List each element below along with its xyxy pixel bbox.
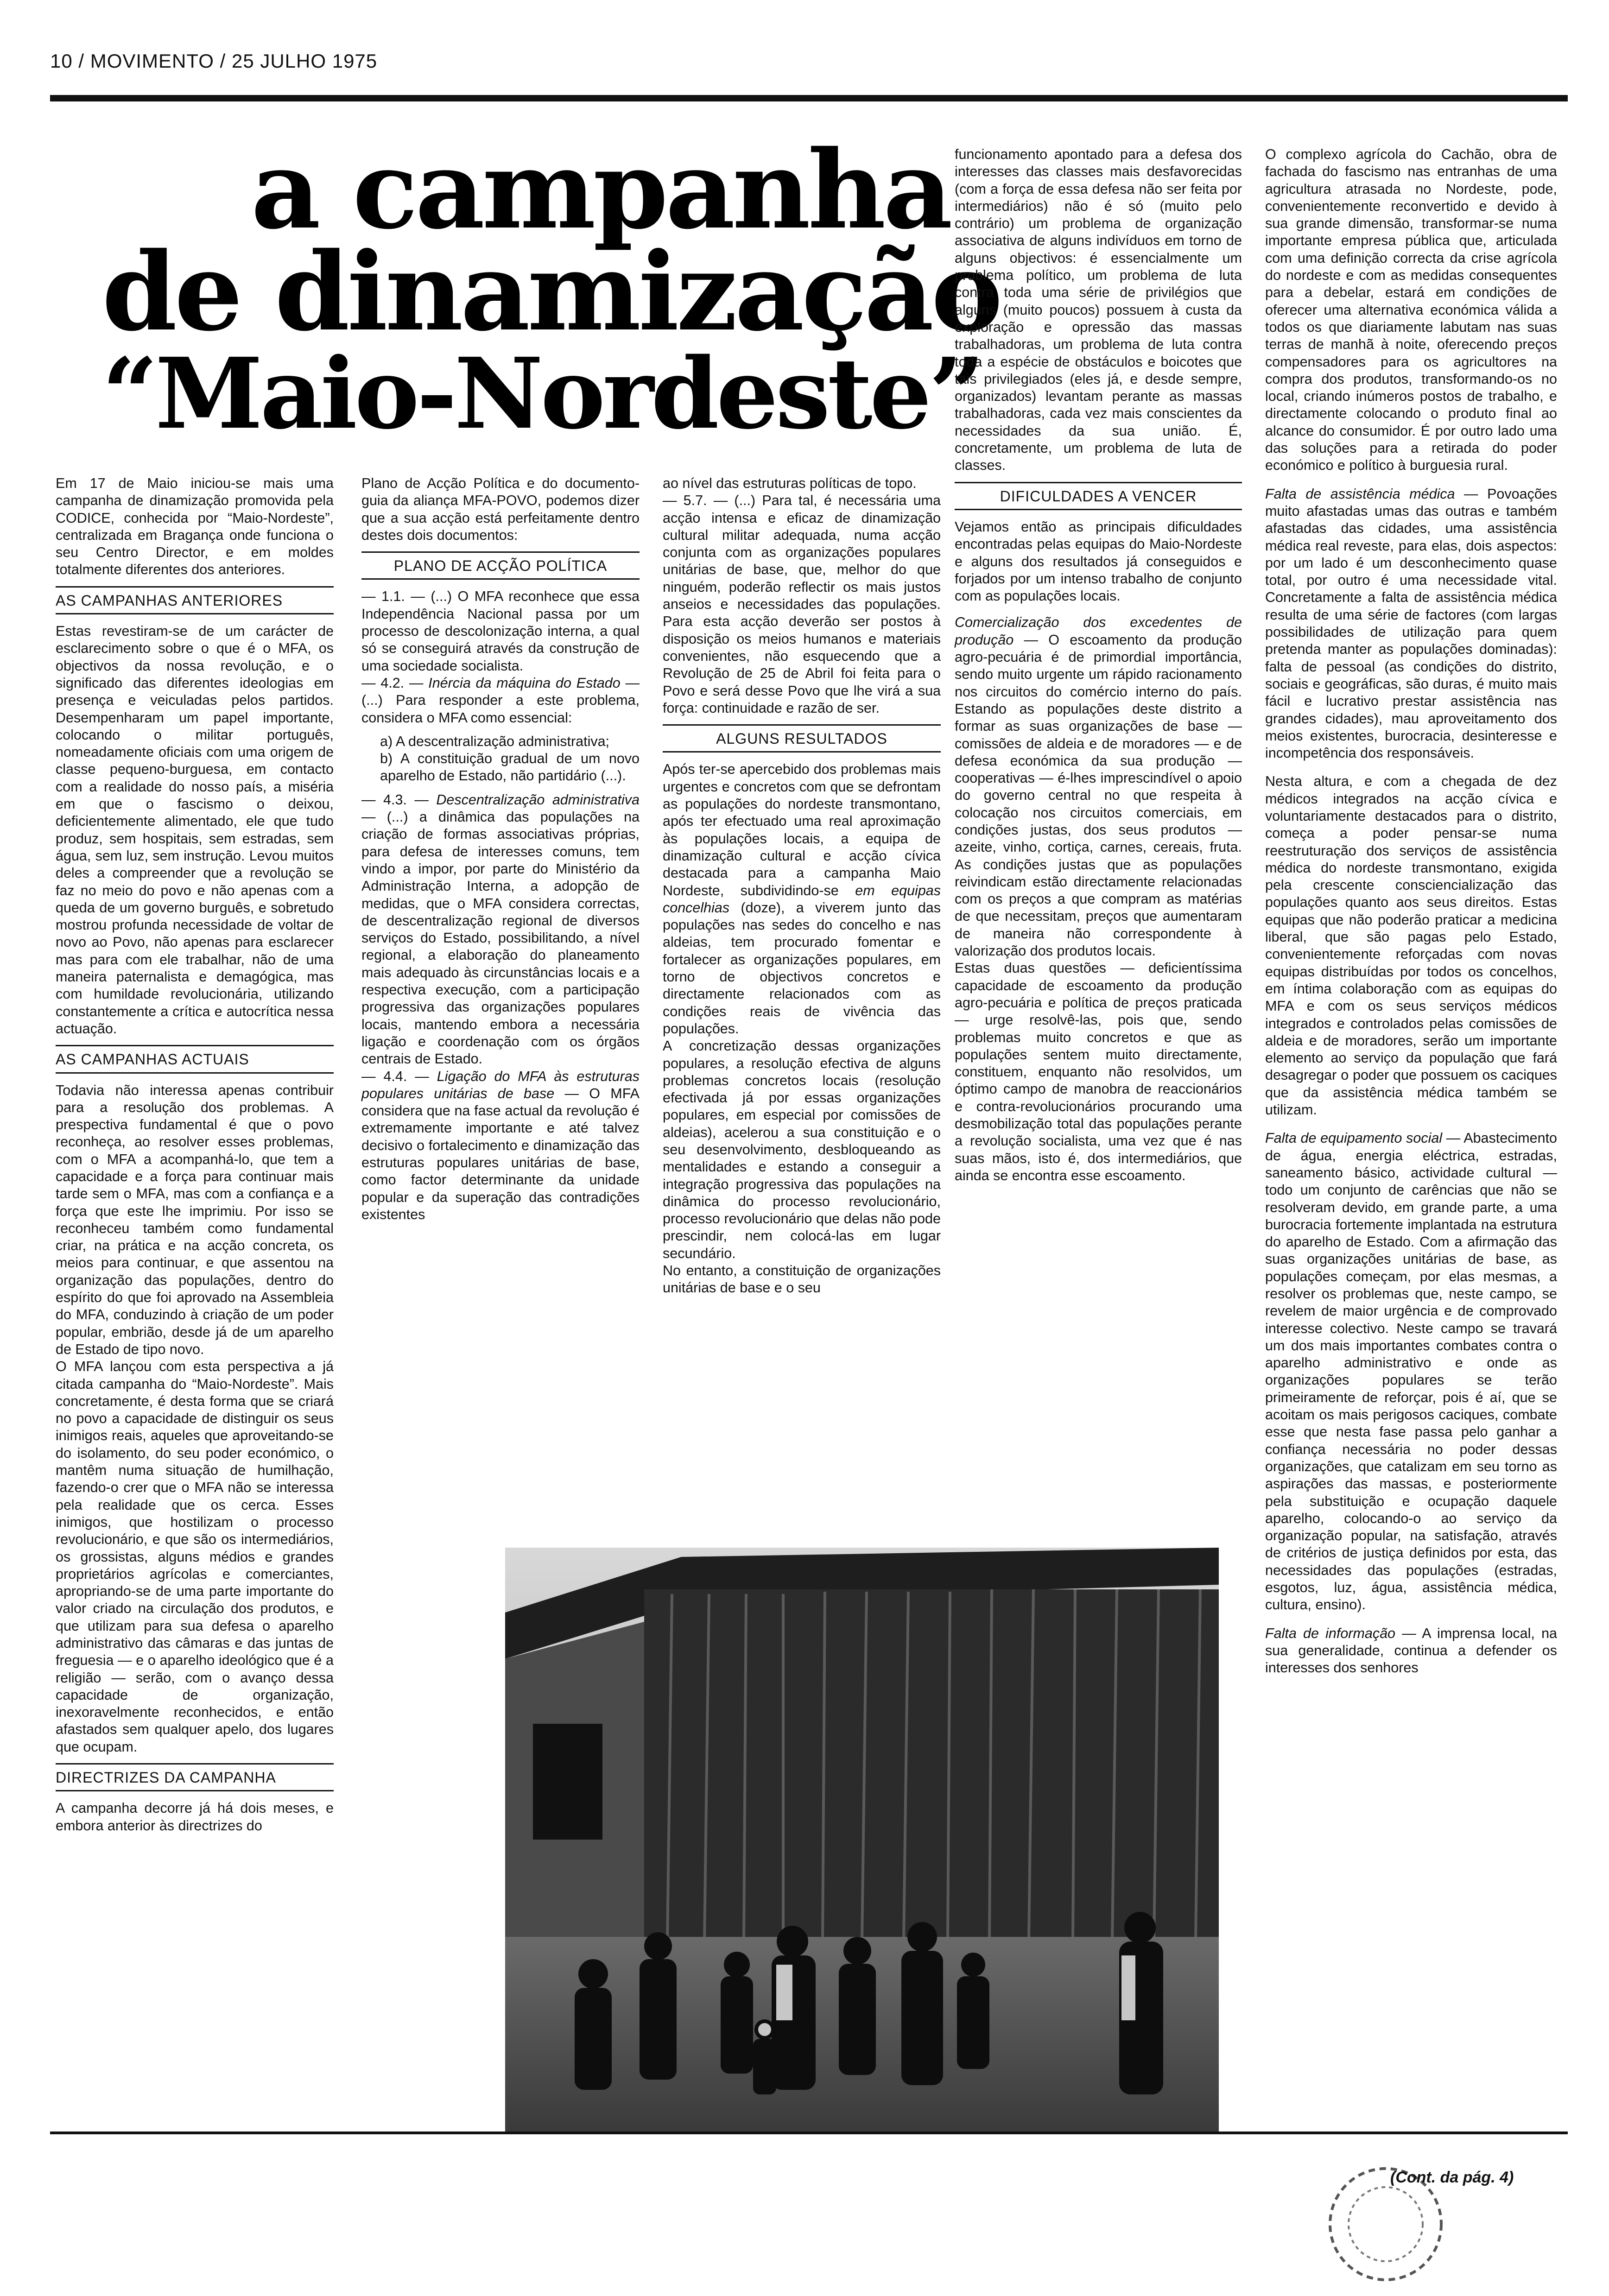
section-heading-actuais: AS CAMPANHAS ACTUAIS [56,1045,334,1073]
text-4-2-rest: — (...) Para responder a este problema, considera o MFA como essencial: [361,675,640,726]
intro-paragraph: Em 17 de Maio iniciou-se mais uma campanha de dinamização promovida pela CODICE, conhecida por “Maio-Nordeste”, centralizada em Bragança onde funciona o seu Centro Director, e em moldes totalmente diferentes dos anteriores. [56,475,334,578]
paragraph-cachao: O complexo agrícola do Cachão, obra de fachada do fascismo nas entranhas de uma agricultura atrasada no Nordeste, pode, convenientemente reconvertido e devido à sua grande dimensão, transformar-se numa importante empresa pública que, articulada com uma definição correcta da crise agrícola do nordeste e com as medidas consequentes para a debelar, estará em condições de oferecer uma alternativa económica válida a todos os que diariamente labutam nas suas terras de manhã à noite, oferecendo preços compensadores para os agricultores na compra dos produtos, transformando-os no local, criando inúmeros postos de trabalho, e directamente colocando o produto final ao alcance do consumidor. É por outro lado uma das soluções para a retirada do poder económico e político à burguesia rural. [1265,146,1557,474]
section-heading-plano: PLANO DE ACÇÃO POLÍTICA [361,551,640,580]
text-4-4-lead: — 4.4. — [361,1068,437,1084]
paragraph-assistencia [1265,486,1557,762]
column-4 [955,146,1242,1184]
text-comercializacao-rest: — O escoamento da produção agro-pecuária é de primordial importância, sendo muito urgente um rápido racionamento nos circuitos do comércio interno do país. Estando as populações deste distrito a formar as suas organizações de base — comissões de aldeia e de moradores — e de defesa económica da sua produção — cooperativas — é-lhes imprescindível o apoio do governo central no que respeita à colocação nos circuitos comerciais, em condições justas, dos seus produtos — azeite, vinho, cortiça, carnes, cereais, fruta. As condições justas que as populações reivindicam estão directamente relacionadas com os preços a que compram as matérias de que necessitam, preços que aumentaram de maneira não correspondente à valorização dos produtos locais. [955,632,1242,959]
paragraph-comercializacao [955,614,1242,960]
paragraph-anteriores: Estas revestiram-se de um carácter de esclarecimento sobre o que é o MFA, os objectivos da nossa revolução, e o significado das diferentes ideologias em presença e veiculadas pelos partidos. Desempenharam um papel importante, colocando o militar português, nomeadamente oficiais com uma origem de classe pequeno-burguesa, em contacto com a realidade do nosso país, a miséria em que o fascismo o deixou, deficientemente alimentado, ele que tudo produz, sem hospitais, sem estradas, sem água, sem luz, sem instrução. Levou muitos deles a compreender que a revolução se faz no meio do povo e não apenas com a queda de um governo burguês, e sobretudo mostrou profunda necessidade de voltar de novo ao Povo, não apenas para esclarecer mas para com ele trabalhar, não de uma maneira paternalista e demagógica, mas com humildade revolucionária, utilizando constantemente a crítica e autocrítica nessa actuação. [56,623,334,1037]
paragraph-4-2 [361,675,640,727]
text-resultados-b: (doze), a viverem junto das populações nas sedes do concelho e nas aldeias, tem procurado fomentar e fortalecer as organizações populares, em torno de objectivos concretos e directamente relacionados com as condições reais de vivência das populações. [663,899,941,1037]
paragraph-funcionamento: funcionamento apontado para a defesa dos interesses das classes mais desfavorecidas (com a força de essa defesa não ser feita por intermediários) não é só (muito pelo contrário) um problema de organização associativa de alguns indivíduos em torno de alguns objectivos: é essencialmente um problema político, um problema de luta contra toda uma série de privilégios que alguns (muito poucos) possuem à custa da exploração e opressão das massas trabalhadoras, um problema de luta contra toda a espécie de obstáculos e boicotes que tais privilegiados (eles já, e desde sempre, organizados) levantam perante as massas trabalhadoras, cada vez mais conscientes da necessidades da sua união. É, concretamente, um problema de luta de classes. [955,146,1242,474]
text-resultados-a: Após ter-se apercebido dos problemas mais urgentes e concretos com que se defrontam as populações do nordeste transmontano, após ter efectuado uma real aproximação às populações locais, a equipa de dinamização cultural e acção cívica destacada para a campanha Maio Nordeste, subdividindo-se [663,761,941,898]
paragraph-plano-intro: Plano de Acção Política e do documento-guia da aliança MFA-POVO, podemos dizer que a sua acção está perfeitamente dentro destes dois documentos: [361,475,640,543]
column-5 [1265,146,1557,1677]
text-4-4-rest: — O MFA considera que na fase actual da revolução é extremamente importante e até talvez decisivo o fortalecimento e dinamização das estruturas populares unitárias de base, como factor determinante da unidade popular e da superação das contradições existentes [361,1085,640,1222]
paragraph-resultados-1 [663,761,941,1037]
village-photograph [505,1548,1219,2132]
headline [102,127,1000,451]
paragraph-4-3 [361,791,640,1068]
paragraph-5-7: — 5.7. — (...) Para tal, é necessária uma acção intensa e eficaz de dinamização cultural militar adequada, numa acção conjunta com as organizações populares unitárias de base, que, melhor do que ninguém, poderão reflectir os mais justos anseios e necessidades das populações. Para esta acção deverão ser postos à disposição os meios humanos e materiais convenientes, não esquecendo que a Revolução de 25 de Abril foi feita para o Povo e será desse Povo que lhe virá a sua força: continuidade e razão de ser. [663,493,941,716]
paragraph-4-4 [361,1068,640,1224]
headline-line-2: de dinamização [102,228,1000,355]
paragraph-1-1: — 1.1. — (...) O MFA reconhece que essa Independência Nacional passa por um processo de descolonização interna, a qual só se conseguirá através da construção de uma sociedade socialista. [361,588,640,674]
bottom-rule [50,2132,1568,2134]
text-4-2-italic: Inércia da máquina do Estado [428,675,621,691]
column-1 [56,475,334,1834]
paragraph-topo: ao nível das estruturas políticas de topo. [663,475,917,491]
paragraph-resultados-3: No entanto, a constituição de organizações unitárias de base e o seu [663,1263,941,1296]
top-rule [50,95,1568,101]
headline-line-1: a campanha [251,127,950,253]
section-heading-dificuldades: DIFICULDADES A VENCER [955,482,1242,510]
text-informacao-italic: Falta de informação [1265,1625,1395,1641]
paragraph-informacao [1265,1625,1557,1677]
paragraph-resultados-2: A concretização dessas organizações populares, a resolução efectiva de alguns problemas concretos locais (resolução efectivada já por essas organizações populares, em especial por comissões de aldeias), acelerou a sua constituição e o seu desenvolvimento, desbloqueando as mentalidades e estando a conseguir a integração progressiva das populações na dinâmica do processo revolucionário, processo revolucionário que delas não pode prescindir, nem colocá-las em lugar secundário. [663,1038,941,1261]
text-4-4-italic: Ligação do MFA às estruturas populares unitárias de base [361,1068,640,1101]
text-comercializacao-italic: Comercialização dos excedentes de produção [955,614,1242,648]
list-item-a: a) A descentralização administrativa; [380,733,610,749]
text-informacao-rest: — A imprensa local, na sua generalidade, continua a defender os interesses dos senhores [1265,1625,1557,1676]
section-heading-resultados: ALGUNS RESULTADOS [663,724,941,753]
paragraph-dificuldades: Vejamos então as principais dificuldades encontradas pelas equipas do Maio-Nordeste e alguns dos resultados já conseguidos e forjados por um intenso trabalho de conjunto com as populações locais. [955,519,1242,604]
paragraph-directrizes: A campanha decorre já há dois meses, e embora anterior às directrizes do [56,1800,334,1834]
text-4-3-lead: — 4.3. — [361,791,437,808]
photo-image [505,1548,1219,2132]
text-assistencia-rest: — Povoações muito afastadas umas das outras e também afastadas das cidades, uma assistência médica real reveste, para elas, dois aspectos: por um lado é um desconhecimento quase total, por outro é uma necessidade vital. Concretamente a falta de assistência médica resulta de uma série de factores (com largas possibilidades de utilização para quem pretenda manter as populações dominadas): falta de pessoal (as condições do distrito, sociais e geográficas, são duras, é muito mais fácil e lucrativo prestar assistência nas grandes cidades), mau aproveitamento dos meios existentes, burocracia, desinteresse e incompetência dos responsáveis. [1265,486,1557,761]
text-4-3-italic: Descentralização administrativa [436,791,640,808]
text-assistencia-italic: Falta de assistência médica [1265,486,1455,502]
column-3 [663,475,941,1297]
column-2 [361,475,640,1223]
text-4-2-lead: — 4.2. — [361,675,429,691]
text-equipamento-italic: Falta de equipamento social [1265,1130,1443,1146]
list-item-b: b) A constituição gradual de um novo aparelho de Estado, não partidário (...). [380,751,640,784]
section-heading-directrizes: DIRECTRIZES DA CAMPANHA [56,1763,334,1791]
text-resultados-italic: em equipas concelhias [663,882,941,916]
headline-line-3: “Maio-Nordeste” [102,336,982,451]
paragraph-medicos: Nesta altura, e com a chegada de dez médicos integrados na acção cívica e voluntariamente destacados para o distrito, começa a poder pensar-se numa reestruturação dos serviços de assistência médica do nordeste transmontano, exigida pela crescente consciencialização das populações quanto aos seus direitos. Estas equipas que não poderão praticar a medicina liberal, que são pagas pelo Estado, convenientemente reforçadas com novas equipas distribuídas por todos os concelhos, em íntima colaboração com as equipas do MFA e com os seus serviços médicos integrados e controlados pelas comissões de aldeia e de moradores, serão um importante elemento ao serviço da população que fará desagregar o poder que possuem os caciques que da assistência médica também se utilizam. [1265,773,1557,1118]
paragraph-equipamento [1265,1130,1557,1613]
paragraph-actuais-1: Todavia não interessa apenas contribuir para a resolução dos problemas. A prespectiva fundamental é que o povo reconheça, ao resolver esses problemas, com o MFA a acompanhá-lo, que tem a capacidade e a força para continuar mais tarde sem o MFA, mas com a confiança e a força que este lhe imprimiu. Por isso se reconheceu também como fundamental criar, na prática e na acção concreta, os meios para continuar, e que assentou na organização das populações, dentro do espírito do que foi aprovado na Assembleia do MFA, conduzindo à criação de um poder popular, embrião, desde já de um aparelho de Estado de tipo novo. [56,1082,334,1357]
page-folio: 10 / MOVIMENTO / 25 JULHO 1975 [50,50,378,72]
paragraph-duas-questoes: Estas duas questões — deficientíssima capacidade de escoamento da produção agro-pecuária e política de preços praticada — urge resolvê-las, pois que, sendo problemas muito concretos e que as populações sentem muito directamente, constituem, enquanto não resolvidos, um óptimo campo de manobra de reaccionários e contra-revolucionários procurando uma desmobilização total das populações perante a revolução socialista, uma vez que é nas suas mãos, isto é, dos intermediários, que ainda se encontra esse escoamento. [955,960,1242,1183]
continued-note: (Cont. da pág. 4) [1390,2169,1514,2186]
paragraph-actuais-2: O MFA lançou com esta perspectiva a já citada campanha do “Maio-Nordeste”. Mais concretamente, é desta forma que se criará no povo a capacidade de distinguir os seus inimigos reais, aqueles que aproveitando-se do isolamento, do seu poder económico, o mantêm numa situação de humilhação, fazendo-o crer que o MFA não se interessa pela realidade que os cerca. Esses inimigos, que hostilizam o processo revolucionário, e que são os intermediários, os grossistas, alguns médios e grandes proprietários agrícolas e comerciantes, apropriando-se de uma parte importante do valor criado na circulação dos produtos, e que utilizam para sua defesa o aparelho administrativo das câmaras e das juntas de freguesia — e o aparelho ideológico que é a religião — serão, com o avanço dessa capacidade de organização, inexoravelmente reconhecidos, e então afastados sem qualquer apelo, dos lugares que ocupam. [56,1359,334,1755]
section-heading-anteriores: AS CAMPANHAS ANTERIORES [56,586,334,614]
text-4-3-rest: — (...) a dinâmica das populações na criação de formas associativas próprias, para defesa de interesses comuns, tem vindo a impor, por parte do Ministério da Administração Interna, a adopção de medidas, que o MFA considera correctas, de descentralização regional de diversos serviços do Estado, possibilitando, a nível regional, a elaboração do planeamento mais adequado às circunstâncias locais e a respectiva execução, com a participação progressiva das organizações populares locais, mantendo embora a necessária ligação e coordenação com os órgãos centrais de Estado. [361,809,640,1067]
text-equipamento-rest: — Abastecimento de água, energia eléctrica, estradas, saneamento básico, actividade cultural — todo um conjunto de carências que não se resolveram devido, em grande parte, a uma burocracia fortemente implantada na estrutura do aparelho de Estado. Com a afirmação das suas organizações unitárias de base, as populações começam, por elas mesmas, a resolver os problemas que, neste campo, se revelem de maior urgência e de comprovado interesse colectivo. Neste campo se travará um dos mais importantes combates contra o aparelho administrativo e onde as organizações populares se terão primeiramente de reforçar, pois é aí, que se acoitam os mais perigosos caciques, combate esse que nesta fase passa pelo ganhar a confiança necessária no poder dessas organizações, que catalizam em seu torno as aspirações das massas, e posteriormente pela substituição e ocupação daquele aparelho, colocando-o ao serviço da organização popular, na satisfação, através de critérios de justiça definidos por esta, das necessidades das populações (estradas, esgotos, luz, água, assistência médica, cultura, ensino). [1265,1130,1558,1613]
